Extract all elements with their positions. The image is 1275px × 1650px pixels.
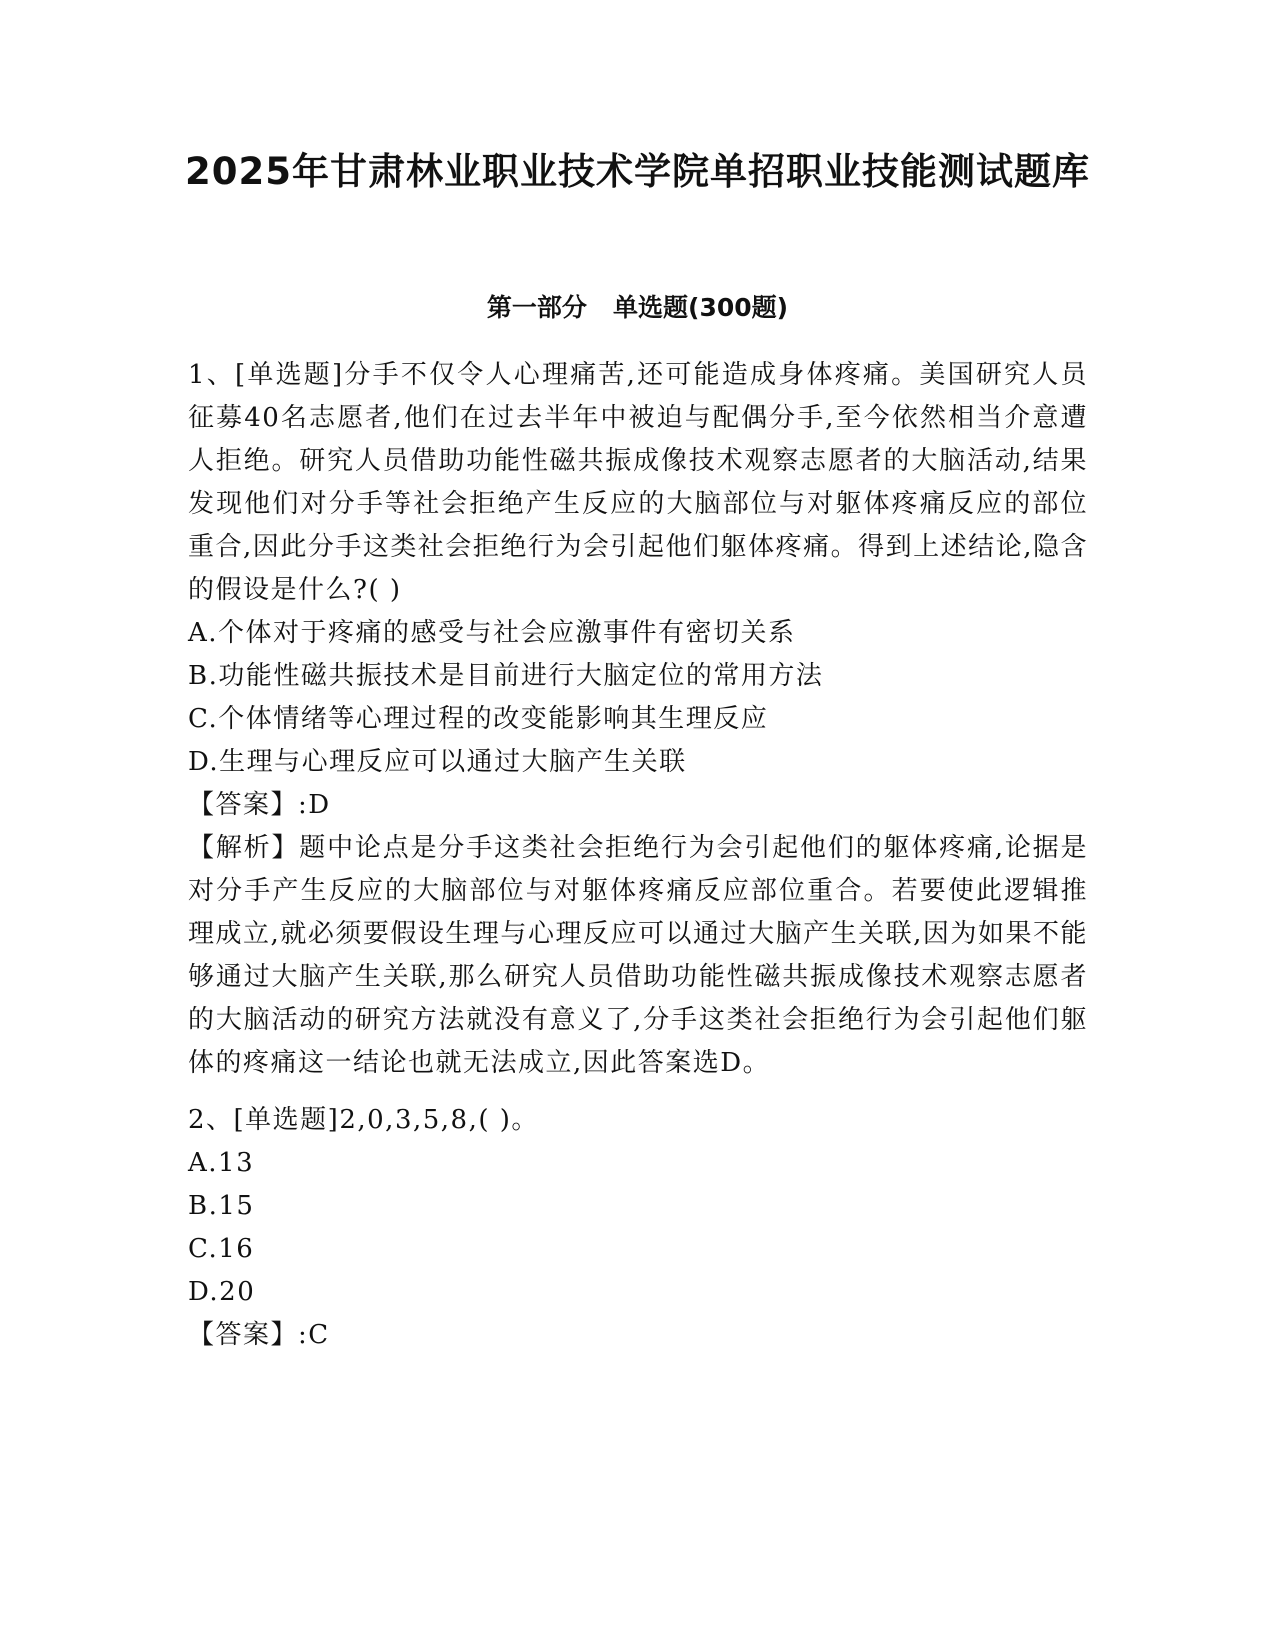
- option-c: C.个体情绪等心理过程的改变能影响其生理反应: [188, 704, 769, 734]
- question-stem: 2、[单选题]2,0,3,5,8,( )。: [188, 1105, 539, 1135]
- option-a: A.13: [188, 1148, 255, 1178]
- question-list: [188, 354, 1088, 1371]
- explanation: 【解析】题中论点是分手这类社会拒绝行为会引起他们的躯体疼痛,论据是对分手产生反应的大脑部位与对躯体疼痛反应部位重合。若要使此逻辑推理成立,就必须要假设生理与心理反应可以通过大脑产生关联,因为如果不能够通过大脑产生关联,那么研究人员借助功能性磁共振成像技术观察志愿者的大脑活动的研究方法就没有意义了,分手这类社会拒绝行为会引起他们躯体的疼痛这一结论也就无法成立,因此答案选D。: [188, 833, 1088, 1078]
- option-d: D.生理与心理反应可以通过大脑产生关联: [188, 747, 687, 777]
- option-c: C.16: [188, 1234, 255, 1264]
- section-title: 第一部分 单选题(300题): [486, 293, 789, 322]
- option-d: D.20: [188, 1277, 256, 1307]
- question-1: [188, 354, 1088, 1085]
- option-a: A.个体对于疼痛的感受与社会应激事件有密切关系: [188, 618, 796, 648]
- option-b: B.15: [188, 1191, 255, 1221]
- option-b: B.功能性磁共振技术是目前进行大脑定位的常用方法: [188, 661, 824, 691]
- answer: 【答案】:D: [188, 790, 331, 820]
- document-title: 2025年甘肃林业职业技术学院单招职业技能测试题库: [185, 150, 1090, 193]
- answer: 【答案】:C: [188, 1320, 330, 1350]
- question-2: [188, 1099, 1088, 1357]
- question-stem: 1、[单选题]分手不仅令人心理痛苦,还可能造成身体疼痛。美国研究人员征募40名志愿者,他们在过去半年中被迫与配偶分手,至今依然相当介意遭人拒绝。研究人员借助功能性磁共振成像技术观察志愿者的大脑活动,结果发现他们对分手等社会拒绝产生反应的大脑部位与对躯体疼痛反应的部位重合,因此分手这类社会拒绝行为会引起他们躯体疼痛。得到上述结论,隐含的假设是什么?( ): [188, 360, 1088, 605]
